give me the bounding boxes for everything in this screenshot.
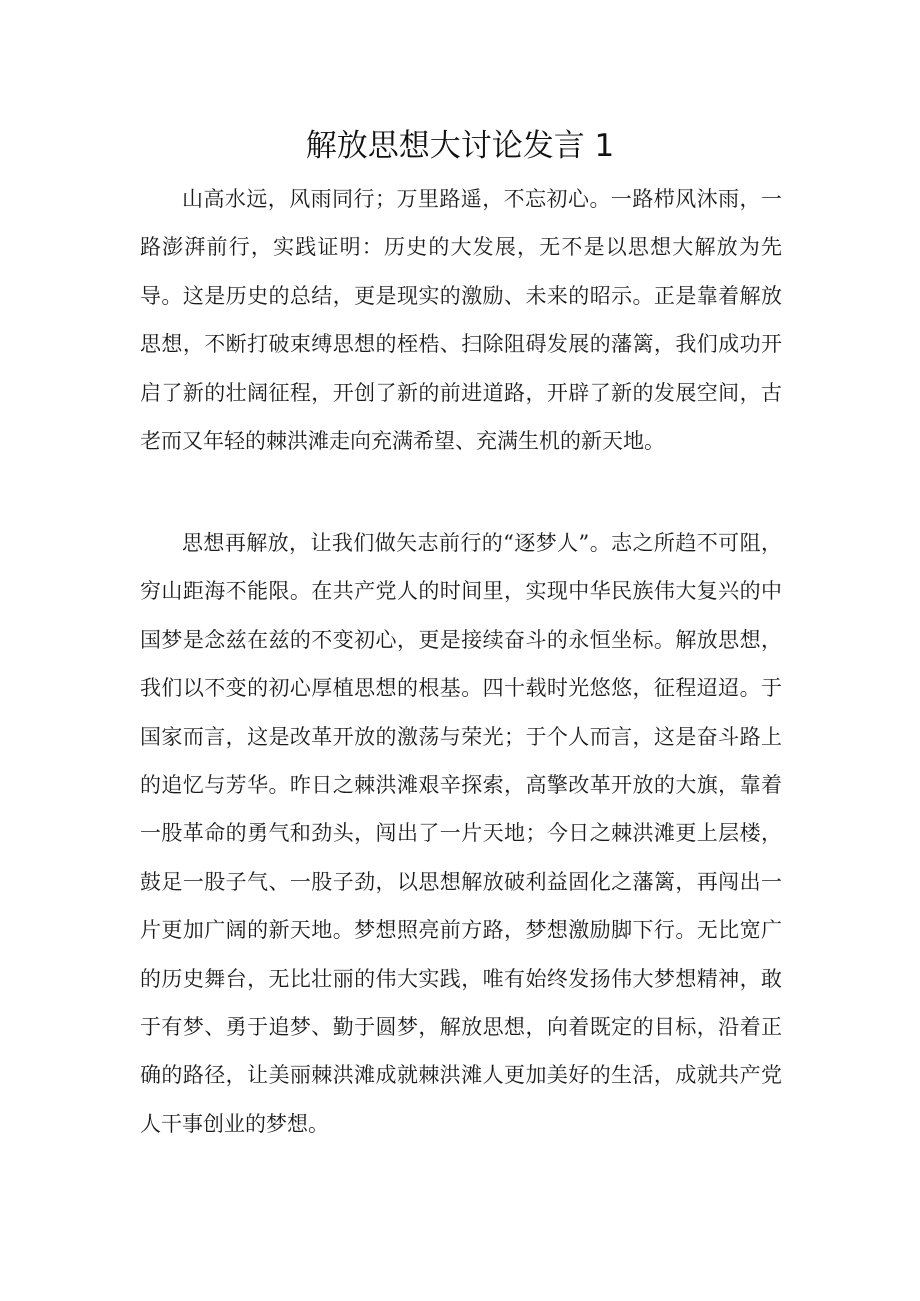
- paragraph-1: 山高水远，风雨同行；万里路遥，不忘初心。一路栉风沐雨，一路澎湃前行，实践证明：历史的大发展，无不是以思想大解放为先导。这是历史的总结，更是现实的激励、未来的昭示。正是靠着解放思想，不断打破束缚思想的桎梏、扫除阻碍发展的藩篱，我们成功开启了新的壮阔征程，开创了新的前进道路，开辟了新的发展空间，古老而又年轻的棘洪滩走向充满希望、充满生机的新天地。: [140, 187, 782, 454]
- document-title: 解放思想大讨论发言 1: [305, 128, 615, 164]
- paragraph-2: 思想再解放，让我们做矢志前行的“逐梦人”。志之所趋不可阻，穷山距海不能限。在共产党人的时间里，实现中华民族伟大复兴的中国梦是念兹在兹的不变初心，更是接续奋斗的永恒坐标。解放思想，我们以不变的初心厚植思想的根基。四十载时光悠悠，征程迢迢。于国家而言，这是改革开放的激荡与荣光；于个人而言，这是奋斗路上的追忆与芳华。昨日之棘洪滩艰辛探索，高擎改革开放的大旗，靠着一股革命的勇气和劲头，闯出了一片天地；今日之棘洪滩更上层楼，鼓足一股子气、一股子劲，以思想解放破利益固化之藩篱，再闯出一片更加广阔的新天地。梦想照亮前方路，梦想激励脚下行。无比宽广的历史舞台，无比壮丽的伟大实践，唯有始终发扬伟大梦想精神，敢于有梦、勇于追梦、勤于圆梦，解放思想，向着既定的目标，沿着正确的路径，让美丽棘洪滩成就棘洪滩人更加美好的生活，成就共产党人干事创业的梦想。: [140, 531, 782, 1136]
